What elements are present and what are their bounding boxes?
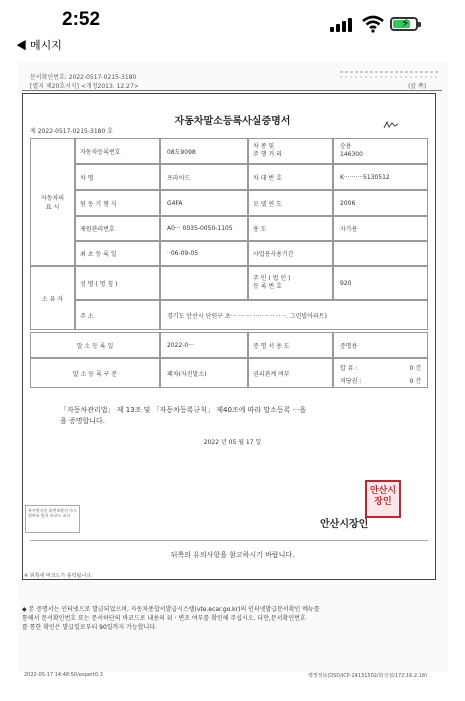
- mileage-label: 차 종 및 주 행 거 리: [248, 138, 333, 164]
- section-vehicle-label: 자동차의 표 시: [30, 138, 75, 266]
- first-reg-value: ··06-09-05: [160, 241, 248, 266]
- business-period-value: [333, 241, 428, 266]
- official-seal: 안산시 장인: [365, 480, 401, 518]
- back-side-warning: 뒤쪽의 유의사항을 참고하시기 바랍니다.: [170, 551, 295, 559]
- name-label: 성 명 ( 명 칭 ): [75, 266, 160, 300]
- dereg-type-label: 말 소 등 록 구 분: [30, 358, 160, 388]
- address-value: 경기도 안산시 단원구 초··· ··· ··· ····· ·· ·· ·· ··. 그린빌아파트): [160, 300, 428, 330]
- dereg-date-value: 2022-0···: [160, 332, 248, 358]
- name-value: [160, 266, 248, 300]
- mortgage-value: 0 건: [409, 378, 421, 385]
- use-value: 자가용: [333, 216, 428, 241]
- header-rule: [22, 90, 442, 91]
- signal-icon: [330, 18, 356, 32]
- seizure-label: 압 류 :: [340, 365, 358, 372]
- mgmt-no-value: A0··· 0035-0050-1105: [160, 216, 248, 241]
- purpose-label: 증 명 서 용 도: [248, 332, 333, 358]
- rights-value: [333, 358, 428, 388]
- model-year-label: 모 델 연 도: [248, 190, 333, 216]
- model-year-value: 2006: [333, 190, 428, 216]
- resident-no-value: 920: [333, 266, 428, 300]
- status-bar: [0, 0, 465, 58]
- certificate-number: 제 2022-0517-0215-3180 호: [30, 128, 113, 135]
- online-issuance-notice: ◆ 본 증명서는 인터넷으로 발급되었으며, 자동차종합서발급시스템(vte.ecar.go.kr)의 인터넷발급문서확인 메뉴를 통해서 문서확인번호 또는 문서하단의 바코드로 내용의 위ㆍ변조 여부를 확인해 주십시오. 다만,문서확인번호 를 통한 확인은 발급일로부터 90일까지 가능합니다.: [22, 606, 320, 631]
- address-label: 주 소: [75, 300, 160, 330]
- certification-statement: 「자동차관리법」 제 13조 및 「자동차등록규칙」 제40조에 따라 말소등록 ···을 을 증명합니다.: [60, 406, 307, 425]
- wifi-icon: [362, 15, 384, 33]
- mgmt-no-label: 제원관리번호: [75, 216, 160, 241]
- certificate-title: 자동차말소등록사실증명서: [174, 116, 291, 127]
- section-owner-label: 소 유 자: [30, 266, 75, 330]
- dereg-date-label: 말 소 등 록 일: [30, 332, 160, 358]
- reg-no-label: 자동차등록번호: [75, 138, 160, 164]
- engine-value: G4FA: [160, 190, 248, 216]
- car-name-label: 차 명: [75, 164, 160, 190]
- car-name-value: 프라이드: [160, 164, 248, 190]
- purpose-value: 증명용: [333, 332, 428, 358]
- use-label: 용 도: [248, 216, 333, 241]
- seizure-row: [340, 363, 421, 372]
- dereg-type-value: 폐차(자진말소): [160, 358, 248, 388]
- mortgage-row: [340, 376, 421, 385]
- barcode-note: ※ 위쪽에 바코드가 출력됩니다.: [24, 573, 93, 579]
- handwritten-mark: [383, 120, 399, 130]
- vin-value: K··········5130512: [333, 164, 428, 190]
- footer-admin-info: 행정정보(DSD/ICP-24131502/화성점/172.16.2.18): [308, 673, 427, 679]
- battery-icon: ⚡: [390, 17, 418, 31]
- issuer-name: 안산시장인: [320, 519, 369, 530]
- clock: 2:52: [62, 9, 101, 30]
- first-reg-label: 최 초 등 록 일: [75, 241, 160, 266]
- back-to-messages-link[interactable]: ◀ 메시지: [16, 40, 62, 52]
- mortgage-label: 저당권 :: [340, 378, 362, 385]
- header-barcode-text: [340, 68, 440, 80]
- vin-label: 차 대 번 호: [248, 164, 333, 190]
- issue-number-line: 문서확인번호: 2022-0517-0215-3180: [30, 74, 137, 81]
- form-line: [별지 제20호서식] <개정2013. 12.27>: [30, 83, 139, 90]
- resident-no-label: 주 민 ( 법 인 ) 등 록 번 호: [248, 266, 333, 300]
- reg-no-value: 08도9098: [160, 138, 248, 164]
- rights-label: 권리관계 여부: [248, 358, 333, 388]
- seizure-value: 0 건: [409, 365, 421, 372]
- mileage-value: 승용 146300: [333, 138, 428, 164]
- issue-date: 2022 년 05 월 17 일: [203, 439, 262, 446]
- warning-divider: [30, 540, 428, 541]
- engine-label: 원 동 기 형 식: [75, 190, 160, 216]
- footer-timestamp: 2022-05-17 14:48:50/expert0.3: [24, 672, 103, 678]
- anti-forgery-note: 복사방지용 위변조방지 마크 위변조 방지 바코드 표시: [25, 505, 80, 533]
- business-period-label: 사업용사용기간: [248, 241, 333, 266]
- page-label: (앞 쪽): [408, 83, 427, 90]
